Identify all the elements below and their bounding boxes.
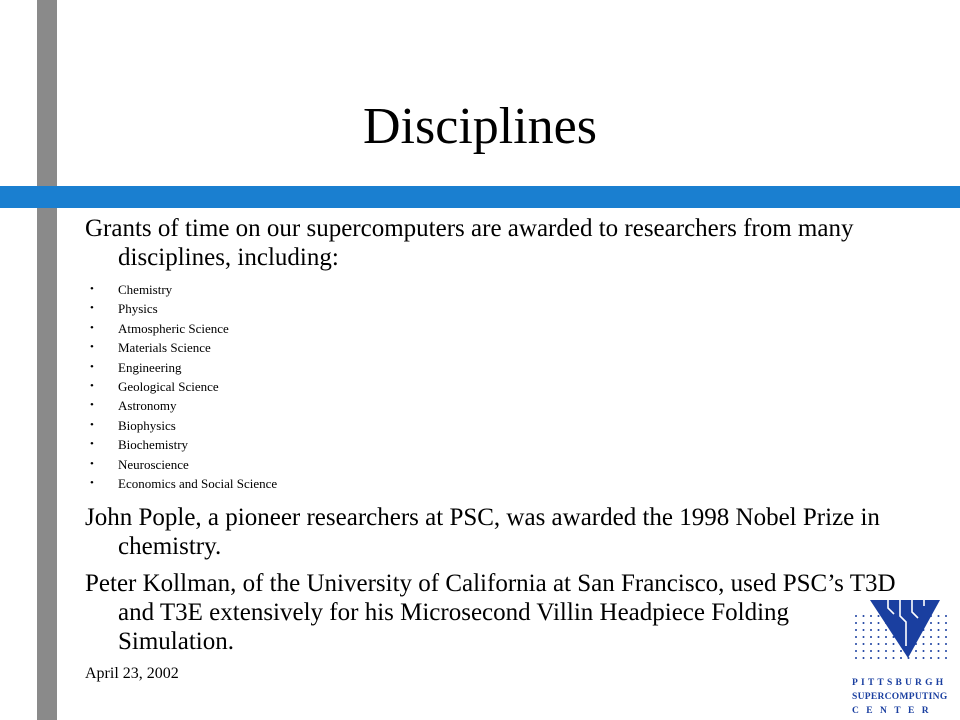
discipline-list (85, 280, 900, 493)
list-item-label: Biophysics (118, 417, 176, 433)
list-item (85, 455, 900, 474)
kollman-paragraph: Peter Kollman, of the University of California at San Francisco, used PSC’s T3D and T3E extensively for his Microsecond Villin Headpiece Folding Simulation. (85, 570, 896, 656)
intro-paragraph: Grants of time on our supercomputers are awarded to researchers from many disciplines, including: (85, 215, 854, 271)
bullet-icon: • (90, 341, 94, 354)
bullet-icon: • (90, 380, 94, 393)
pople-paragraph: John Pople, a pioneer researchers at PSC, was awarded the 1998 Nobel Prize in chemistry. (85, 504, 880, 561)
list-item (85, 377, 900, 396)
list-item-label: Economics and Social Science (118, 476, 278, 492)
bullet-icon: • (90, 418, 94, 431)
list-item (85, 299, 900, 318)
list-item-label: Physics (118, 301, 158, 317)
list-item-label: Chemistry (118, 282, 173, 297)
logo-line-3: CENTER (852, 706, 936, 716)
logo-wordmark (852, 676, 952, 718)
list-item (85, 338, 900, 357)
list-item (85, 319, 900, 338)
logo-triangle (870, 600, 940, 658)
logo-line-1: PITTSBURGH (852, 678, 947, 688)
bullet-icon: • (90, 438, 94, 451)
list-item (85, 358, 900, 377)
list-item (85, 416, 900, 435)
logo-line-2: SUPERCOMPUTING (852, 692, 948, 702)
list-item-label: Atmospheric Science (118, 320, 229, 336)
list-item-label: Materials Science (118, 340, 211, 356)
bullet-icon: • (90, 321, 94, 334)
list-item-label: Geological Science (118, 379, 219, 395)
bullet-icon: • (90, 302, 94, 315)
list-item-label: Astronomy (118, 398, 177, 414)
list-item (85, 435, 900, 454)
list-item (85, 474, 900, 493)
list-item (85, 280, 900, 299)
list-item-label: Biochemistry (118, 437, 189, 453)
list-item (85, 396, 900, 415)
bullet-icon: • (90, 360, 94, 373)
slide-date: April 23, 2002 (85, 665, 179, 682)
bullet-icon: • (90, 283, 94, 295)
title-divider-bar (0, 186, 960, 208)
bullet-icon: • (90, 477, 94, 490)
list-item-label: Neuroscience (118, 456, 189, 472)
bullet-icon: • (90, 399, 94, 412)
slide-title: Disciplines (363, 98, 597, 155)
bullet-icon: • (90, 457, 94, 470)
slide-body (85, 214, 900, 656)
list-item-label: Engineering (118, 359, 182, 375)
